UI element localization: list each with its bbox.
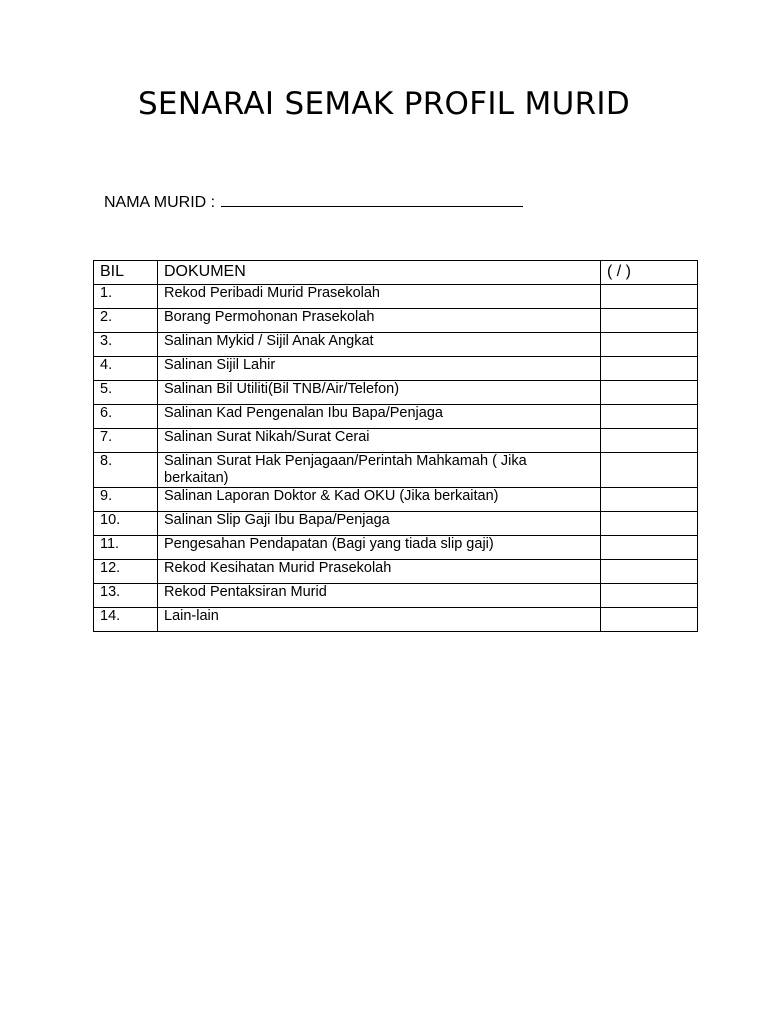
table-row <box>94 333 698 357</box>
check-cell[interactable] <box>601 429 698 453</box>
row-number: 13. <box>94 584 158 608</box>
check-cell[interactable] <box>601 560 698 584</box>
table-row <box>94 584 698 608</box>
table-row <box>94 536 698 560</box>
row-number: 6. <box>94 405 158 429</box>
table-row <box>94 285 698 309</box>
document-name: Salinan Surat Nikah/Surat Cerai <box>158 429 601 453</box>
student-name-label: NAMA MURID : <box>104 194 216 211</box>
row-number: 14. <box>94 608 158 632</box>
header-tick: ( / ) <box>601 261 698 285</box>
table-row <box>94 309 698 333</box>
row-number: 8. <box>94 453 158 488</box>
header-bil: BIL <box>94 261 158 285</box>
row-number: 11. <box>94 536 158 560</box>
row-number: 1. <box>94 285 158 309</box>
document-name: Rekod Pentaksiran Murid <box>158 584 601 608</box>
document-name: Salinan Slip Gaji Ibu Bapa/Penjaga <box>158 512 601 536</box>
check-cell[interactable] <box>601 333 698 357</box>
row-number: 4. <box>94 357 158 381</box>
row-number: 3. <box>94 333 158 357</box>
row-number: 10. <box>94 512 158 536</box>
row-number: 12. <box>94 560 158 584</box>
check-cell[interactable] <box>601 584 698 608</box>
document-name: Salinan Surat Hak Penjagaan/Perintah Mahkamah ( Jika berkaitan) <box>158 453 601 488</box>
document-name: Salinan Laporan Doktor & Kad OKU (Jika berkaitan) <box>158 488 601 512</box>
document-name: Salinan Mykid / Sijil Anak Angkat <box>158 333 601 357</box>
row-number: 2. <box>94 309 158 333</box>
document-checklist-table <box>93 260 698 632</box>
document-name: Salinan Sijil Lahir <box>158 357 601 381</box>
check-cell[interactable] <box>601 608 698 632</box>
check-cell[interactable] <box>601 405 698 429</box>
student-name-field <box>104 192 523 212</box>
document-name: Borang Permohonan Prasekolah <box>158 309 601 333</box>
table-row <box>94 381 698 405</box>
check-cell[interactable] <box>601 453 698 488</box>
document-name: Salinan Kad Pengenalan Ibu Bapa/Penjaga <box>158 405 601 429</box>
student-name-blank-line[interactable] <box>221 192 523 207</box>
table-header-row <box>94 261 698 285</box>
row-number: 9. <box>94 488 158 512</box>
check-cell[interactable] <box>601 285 698 309</box>
row-number: 7. <box>94 429 158 453</box>
check-cell[interactable] <box>601 536 698 560</box>
table-row <box>94 608 698 632</box>
document-name: Salinan Bil Utiliti(Bil TNB/Air/Telefon) <box>158 381 601 405</box>
check-cell[interactable] <box>601 512 698 536</box>
check-cell[interactable] <box>601 309 698 333</box>
check-cell[interactable] <box>601 357 698 381</box>
document-name: Lain-lain <box>158 608 601 632</box>
table-row <box>94 357 698 381</box>
check-cell[interactable] <box>601 381 698 405</box>
table-row <box>94 512 698 536</box>
table-row <box>94 429 698 453</box>
check-cell[interactable] <box>601 488 698 512</box>
document-name: Rekod Kesihatan Murid Prasekolah <box>158 560 601 584</box>
table-row <box>94 405 698 429</box>
table-row <box>94 453 698 488</box>
document-name: Rekod Peribadi Murid Prasekolah <box>158 285 601 309</box>
row-number: 5. <box>94 381 158 405</box>
header-dokumen: DOKUMEN <box>158 261 601 285</box>
table-row <box>94 488 698 512</box>
table-body <box>94 285 698 632</box>
page-title: SENARAI SEMAK PROFIL MURID <box>137 86 631 122</box>
document-name: Pengesahan Pendapatan (Bagi yang tiada slip gaji) <box>158 536 601 560</box>
table-row <box>94 560 698 584</box>
